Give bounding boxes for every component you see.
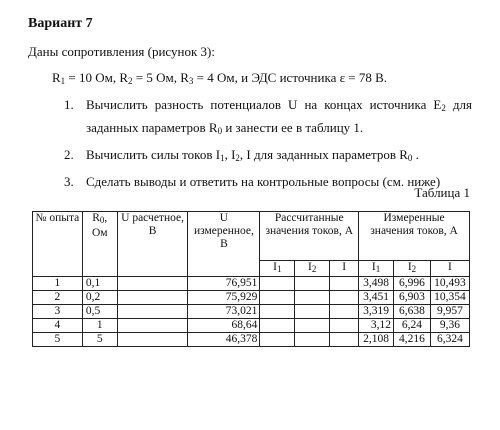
subheader-meas-i1 bbox=[359, 261, 394, 277]
i-sub: 2 bbox=[411, 264, 417, 274]
results-table bbox=[32, 211, 470, 347]
task-number: 2. bbox=[64, 147, 74, 162]
i-label: I bbox=[273, 261, 277, 273]
cell-meas-i2: 6,903 bbox=[394, 291, 431, 305]
cell-meas-i: 10,493 bbox=[430, 277, 469, 291]
cell-u-meas: 46,378 bbox=[188, 333, 260, 347]
cell-meas-i1: 3,498 bbox=[359, 277, 394, 291]
cell-u-calc bbox=[117, 277, 188, 291]
header-r0-sub: 0 bbox=[99, 215, 105, 225]
r1-label: R bbox=[52, 70, 61, 85]
cell-u-calc bbox=[117, 319, 188, 333]
header-r0 bbox=[82, 212, 117, 277]
cell-calc-i2 bbox=[295, 333, 330, 347]
cell-calc-i bbox=[330, 319, 359, 333]
cell-u-calc bbox=[117, 291, 188, 305]
subheader-meas-i: I bbox=[430, 261, 469, 277]
cell-u-meas: 75,929 bbox=[188, 291, 260, 305]
variant-title: Вариант 7 bbox=[28, 16, 93, 31]
cell-meas-i2: 6,638 bbox=[394, 305, 431, 319]
cell-calc-i2 bbox=[295, 277, 330, 291]
cell-number: 5 bbox=[33, 333, 83, 347]
cell-meas-i1: 2,108 bbox=[359, 333, 394, 347]
cell-calc-i2 bbox=[295, 291, 330, 305]
cell-calc-i1 bbox=[260, 319, 295, 333]
table-row bbox=[33, 319, 470, 333]
given-line: Даны сопротивления (рисунок 3): bbox=[28, 44, 215, 59]
table-row bbox=[33, 305, 470, 319]
task-text: и занести ее в таблицу 1. bbox=[222, 120, 364, 135]
cell-calc-i2 bbox=[295, 305, 330, 319]
task-item bbox=[64, 145, 472, 168]
header-u-calculated: U расчетное, В bbox=[117, 212, 188, 277]
task-text: Сделать выводы и ответить на контрольные вопросы (см. ниже) bbox=[86, 174, 441, 189]
r3-sub: 3 bbox=[188, 76, 194, 86]
subheader-meas-i2 bbox=[394, 261, 431, 277]
i-label: I bbox=[308, 261, 312, 273]
cell-calc-i1 bbox=[260, 291, 295, 305]
subheader-calc-i2 bbox=[295, 261, 330, 277]
table-caption: Таблица 1 bbox=[414, 185, 470, 200]
cell-u-meas: 68,64 bbox=[188, 319, 260, 333]
cell-calc-i2 bbox=[295, 319, 330, 333]
task-text: , I bbox=[224, 147, 236, 162]
task-text: для заданных параметров R bbox=[86, 97, 476, 135]
task-number: 1. bbox=[64, 97, 74, 112]
header-r0-label: R bbox=[92, 212, 100, 224]
header-experiment-number: № опыта bbox=[33, 212, 83, 277]
i-sub: 2 bbox=[311, 264, 317, 274]
r3-value-and-emf: = 4 Ом, и ЭДС источника ε = 78 В. bbox=[193, 70, 388, 85]
resistance-values bbox=[52, 70, 387, 86]
task-sub: 0 bbox=[217, 126, 223, 136]
r2-value: = 5 Ом, bbox=[132, 70, 181, 85]
cell-r0: 0,5 bbox=[82, 305, 117, 319]
cell-u-calc bbox=[117, 333, 188, 347]
cell-calc-i bbox=[330, 291, 359, 305]
cell-number: 4 bbox=[33, 319, 83, 333]
cell-number: 2 bbox=[33, 291, 83, 305]
table-row bbox=[33, 291, 470, 305]
cell-calc-i bbox=[330, 333, 359, 347]
task-sub: 1 bbox=[220, 153, 225, 163]
cell-r0: 0,2 bbox=[82, 291, 117, 305]
i-label: I bbox=[407, 261, 412, 273]
cell-calc-i bbox=[330, 277, 359, 291]
cell-meas-i: 9,36 bbox=[430, 319, 469, 333]
cell-calc-i bbox=[330, 305, 359, 319]
cell-meas-i: 9,957 bbox=[430, 305, 469, 319]
header-r0-unit: , Ом bbox=[91, 212, 108, 239]
cell-u-meas: 76,951 bbox=[188, 277, 260, 291]
task-text: , I для заданных параметров R bbox=[239, 147, 408, 162]
i-sub: 1 bbox=[375, 264, 381, 274]
cell-calc-i1 bbox=[260, 305, 295, 319]
task-sub: 0 bbox=[407, 153, 413, 163]
i-sub: 1 bbox=[277, 264, 282, 274]
table-row bbox=[33, 333, 470, 347]
subheader-calc-i: I bbox=[330, 261, 359, 277]
task-sub: 2 bbox=[235, 153, 240, 163]
cell-calc-i1 bbox=[260, 277, 295, 291]
cell-r0: 1 bbox=[82, 319, 117, 333]
r3-label: R bbox=[180, 70, 189, 85]
task-item bbox=[64, 95, 476, 141]
cell-meas-i2: 6,24 bbox=[394, 319, 431, 333]
task-list bbox=[64, 95, 476, 196]
cell-calc-i1 bbox=[260, 333, 295, 347]
cell-meas-i1: 3,451 bbox=[359, 291, 394, 305]
r2-sub: 2 bbox=[128, 76, 133, 86]
header-calculated-currents: Рассчитанные значения токов, А bbox=[260, 212, 359, 261]
cell-meas-i: 6,324 bbox=[430, 333, 469, 347]
r1-sub: 1 bbox=[60, 76, 66, 86]
cell-meas-i2: 4,216 bbox=[394, 333, 431, 347]
cell-u-calc bbox=[117, 305, 188, 319]
cell-meas-i2: 6,996 bbox=[394, 277, 431, 291]
header-measured-currents: Измеренные значения токов, А bbox=[359, 212, 470, 261]
task-text: . bbox=[412, 147, 419, 162]
r2-label: R bbox=[119, 70, 129, 85]
cell-r0: 0,1 bbox=[82, 277, 117, 291]
task-text: Вычислить силы токов I bbox=[86, 147, 221, 162]
task-number: 3. bbox=[64, 174, 74, 189]
task-item bbox=[64, 172, 472, 192]
cell-u-meas: 73,021 bbox=[188, 305, 260, 319]
cell-meas-i1: 3,319 bbox=[359, 305, 394, 319]
cell-number: 3 bbox=[33, 305, 83, 319]
i-label: I bbox=[371, 261, 376, 273]
r1-value: = 10 Ом, bbox=[65, 70, 120, 85]
task-sub: 2 bbox=[441, 103, 446, 113]
header-u-measured: U измеренное, В bbox=[188, 212, 260, 277]
cell-number: 1 bbox=[33, 277, 83, 291]
table-header-row bbox=[33, 212, 470, 261]
task-text: Вычислить разность потенциалов U на концах источника E bbox=[86, 97, 442, 112]
cell-meas-i1: 3,12 bbox=[359, 319, 394, 333]
subheader-calc-i1 bbox=[260, 261, 295, 277]
cell-meas-i: 10,354 bbox=[430, 291, 469, 305]
table-row bbox=[33, 277, 470, 291]
cell-r0: 5 bbox=[82, 333, 117, 347]
